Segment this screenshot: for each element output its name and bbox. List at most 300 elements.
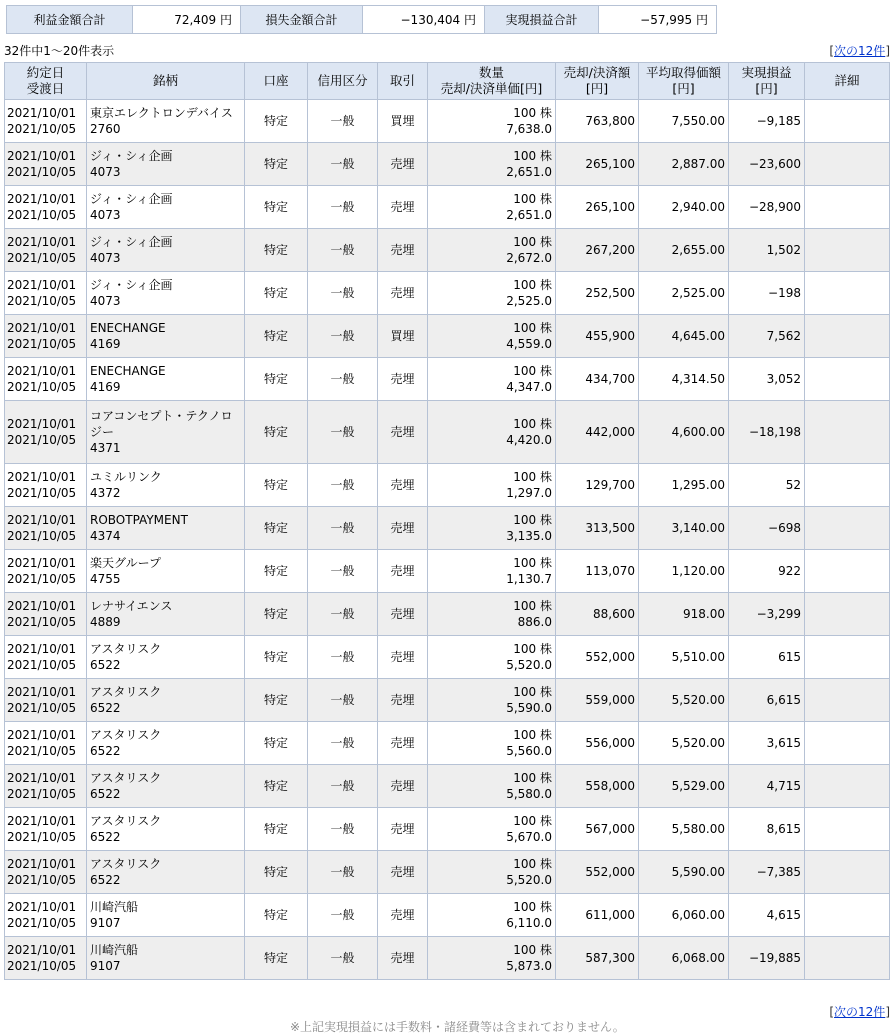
delivery-date: 2021/10/05 bbox=[7, 959, 77, 973]
contract-date: 2021/10/01 bbox=[7, 599, 77, 613]
delivery-date: 2021/10/05 bbox=[7, 658, 77, 672]
col-delivery-date: 受渡日 bbox=[26, 81, 65, 96]
qty-price-cell bbox=[428, 808, 556, 851]
date-cell bbox=[5, 315, 87, 358]
stock-name: 川崎汽船 bbox=[90, 943, 139, 957]
delivery-date: 2021/10/05 bbox=[7, 572, 77, 586]
quantity: 100 株 bbox=[513, 513, 552, 527]
col-name: 銘柄 bbox=[87, 63, 245, 100]
table-row bbox=[5, 722, 890, 765]
delivery-date: 2021/10/05 bbox=[7, 916, 77, 930]
stock-code: 6522 bbox=[90, 830, 121, 844]
realized-pl: −9,185 bbox=[729, 100, 805, 143]
qty-price-cell bbox=[428, 636, 556, 679]
table-row bbox=[5, 679, 890, 722]
delivery-date: 2021/10/05 bbox=[7, 873, 77, 887]
unit-price: 4,347.0 bbox=[506, 380, 552, 394]
table-row bbox=[5, 851, 890, 894]
stock-cell bbox=[87, 358, 245, 401]
credit-type: 一般 bbox=[308, 464, 378, 507]
stock-cell bbox=[87, 100, 245, 143]
date-cell bbox=[5, 100, 87, 143]
quantity: 100 株 bbox=[513, 556, 552, 570]
realized-total-label: 実現損益合計 bbox=[485, 6, 599, 34]
stock-code: 6522 bbox=[90, 701, 121, 715]
detail-cell bbox=[805, 358, 890, 401]
stock-name: ROBOTPAYMENT bbox=[90, 513, 188, 527]
stock-name: ジィ・シィ企画 bbox=[90, 278, 173, 292]
quantity: 100 株 bbox=[513, 728, 552, 742]
quantity: 100 株 bbox=[513, 642, 552, 656]
sale-amount: 88,600 bbox=[556, 593, 639, 636]
contract-date: 2021/10/01 bbox=[7, 470, 77, 484]
credit-type: 一般 bbox=[308, 894, 378, 937]
account-type: 特定 bbox=[245, 315, 308, 358]
profit-total-value: 72,409 円 bbox=[133, 6, 241, 34]
next-page-top: [次の12件] bbox=[829, 44, 890, 58]
account-type: 特定 bbox=[245, 186, 308, 229]
sale-amount: 113,070 bbox=[556, 550, 639, 593]
trade-type: 売埋 bbox=[378, 550, 428, 593]
quantity: 100 株 bbox=[513, 321, 552, 335]
qty-price-cell bbox=[428, 229, 556, 272]
avg-cost: 2,887.00 bbox=[639, 143, 729, 186]
result-count: 32件中1〜20件表示 bbox=[4, 44, 115, 58]
qty-price-cell bbox=[428, 593, 556, 636]
unit-price: 2,651.0 bbox=[506, 208, 552, 222]
detail-cell bbox=[805, 401, 890, 464]
account-type: 特定 bbox=[245, 937, 308, 980]
unit-price: 5,520.0 bbox=[506, 873, 552, 887]
quantity: 100 株 bbox=[513, 771, 552, 785]
trade-type: 売埋 bbox=[378, 593, 428, 636]
qty-price-cell bbox=[428, 851, 556, 894]
contract-date: 2021/10/01 bbox=[7, 857, 77, 871]
stock-code: 4073 bbox=[90, 208, 121, 222]
unit-price: 3,135.0 bbox=[506, 529, 552, 543]
qty-price-cell bbox=[428, 937, 556, 980]
delivery-date: 2021/10/05 bbox=[7, 615, 77, 629]
profit-total-label: 利益金額合計 bbox=[7, 6, 133, 34]
stock-cell bbox=[87, 765, 245, 808]
unit-price: 5,580.0 bbox=[506, 787, 552, 801]
account-type: 特定 bbox=[245, 894, 308, 937]
col-contract-date: 約定日 bbox=[26, 65, 65, 80]
detail-cell bbox=[805, 229, 890, 272]
stock-cell bbox=[87, 464, 245, 507]
realized-pl: −18,198 bbox=[729, 401, 805, 464]
stock-code: 4889 bbox=[90, 615, 121, 629]
header-row bbox=[5, 63, 890, 100]
quantity: 100 株 bbox=[513, 599, 552, 613]
contract-date: 2021/10/01 bbox=[7, 556, 77, 570]
stock-cell bbox=[87, 507, 245, 550]
sale-amount: 455,900 bbox=[556, 315, 639, 358]
stock-name: ジィ・シィ企画 bbox=[90, 235, 173, 249]
unit-price: 2,651.0 bbox=[506, 165, 552, 179]
trade-type: 売埋 bbox=[378, 765, 428, 808]
stock-name: ユミルリンク bbox=[90, 470, 162, 484]
date-cell bbox=[5, 894, 87, 937]
account-type: 特定 bbox=[245, 358, 308, 401]
table-row bbox=[5, 894, 890, 937]
delivery-date: 2021/10/05 bbox=[7, 208, 77, 222]
quantity: 100 株 bbox=[513, 106, 552, 120]
qty-price-cell bbox=[428, 143, 556, 186]
sale-amount: 434,700 bbox=[556, 358, 639, 401]
detail-cell bbox=[805, 315, 890, 358]
results-body bbox=[5, 100, 890, 980]
quantity: 100 株 bbox=[513, 470, 552, 484]
detail-cell bbox=[805, 507, 890, 550]
col-avg-label: 平均取得価額 bbox=[645, 65, 721, 80]
account-type: 特定 bbox=[245, 808, 308, 851]
stock-cell bbox=[87, 894, 245, 937]
realized-pl: −28,900 bbox=[729, 186, 805, 229]
avg-cost: 2,940.00 bbox=[639, 186, 729, 229]
table-row bbox=[5, 315, 890, 358]
realized-pl: 4,615 bbox=[729, 894, 805, 937]
avg-cost: 6,068.00 bbox=[639, 937, 729, 980]
stock-code: 4755 bbox=[90, 572, 121, 586]
col-pl-unit: [円] bbox=[755, 81, 778, 96]
table-row bbox=[5, 507, 890, 550]
contract-date: 2021/10/01 bbox=[7, 278, 77, 292]
stock-cell bbox=[87, 550, 245, 593]
realized-pl: 4,715 bbox=[729, 765, 805, 808]
realized-pl: 6,615 bbox=[729, 679, 805, 722]
stock-cell bbox=[87, 143, 245, 186]
date-cell bbox=[5, 464, 87, 507]
sale-amount: 556,000 bbox=[556, 722, 639, 765]
qty-price-cell bbox=[428, 272, 556, 315]
trade-type: 売埋 bbox=[378, 808, 428, 851]
col-qty-price bbox=[428, 63, 556, 100]
stock-code: 6522 bbox=[90, 873, 121, 887]
stock-cell bbox=[87, 937, 245, 980]
credit-type: 一般 bbox=[308, 593, 378, 636]
trade-type: 売埋 bbox=[378, 464, 428, 507]
avg-cost: 2,525.00 bbox=[639, 272, 729, 315]
trade-type: 買埋 bbox=[378, 315, 428, 358]
qty-price-cell bbox=[428, 550, 556, 593]
col-credit: 信用区分 bbox=[308, 63, 378, 100]
trade-type: 売埋 bbox=[378, 636, 428, 679]
sale-amount: 313,500 bbox=[556, 507, 639, 550]
quantity: 100 株 bbox=[513, 814, 552, 828]
quantity: 100 株 bbox=[513, 943, 552, 957]
trade-type: 売埋 bbox=[378, 186, 428, 229]
stock-code: 6522 bbox=[90, 658, 121, 672]
stock-cell bbox=[87, 851, 245, 894]
loss-total-label: 損失金額合計 bbox=[241, 6, 363, 34]
unit-price: 5,670.0 bbox=[506, 830, 552, 844]
stock-name: アスタリスク bbox=[90, 642, 162, 656]
unit-price: 4,420.0 bbox=[506, 433, 552, 447]
account-type: 特定 bbox=[245, 100, 308, 143]
quantity: 100 株 bbox=[513, 417, 552, 431]
loss-total-value: −130,404 円 bbox=[363, 6, 485, 34]
stock-code: 6522 bbox=[90, 787, 121, 801]
account-type: 特定 bbox=[245, 851, 308, 894]
detail-cell bbox=[805, 100, 890, 143]
credit-type: 一般 bbox=[308, 186, 378, 229]
date-cell bbox=[5, 593, 87, 636]
delivery-date: 2021/10/05 bbox=[7, 380, 77, 394]
account-type: 特定 bbox=[245, 143, 308, 186]
credit-type: 一般 bbox=[308, 401, 378, 464]
credit-type: 一般 bbox=[308, 808, 378, 851]
realized-pl: 7,562 bbox=[729, 315, 805, 358]
realized-pl: 52 bbox=[729, 464, 805, 507]
contract-date: 2021/10/01 bbox=[7, 771, 77, 785]
account-type: 特定 bbox=[245, 636, 308, 679]
next-page-link-bottom[interactable]: 次の12件 bbox=[834, 1005, 886, 1019]
qty-price-cell bbox=[428, 100, 556, 143]
delivery-date: 2021/10/05 bbox=[7, 433, 77, 447]
stock-name: アスタリスク bbox=[90, 857, 162, 871]
unit-price: 2,525.0 bbox=[506, 294, 552, 308]
stock-code: 9107 bbox=[90, 959, 121, 973]
realized-pl: −23,600 bbox=[729, 143, 805, 186]
account-type: 特定 bbox=[245, 507, 308, 550]
credit-type: 一般 bbox=[308, 229, 378, 272]
trade-type: 売埋 bbox=[378, 229, 428, 272]
contract-date: 2021/10/01 bbox=[7, 192, 77, 206]
stock-cell bbox=[87, 722, 245, 765]
date-cell bbox=[5, 401, 87, 464]
date-cell bbox=[5, 272, 87, 315]
realized-total-value: −57,995 円 bbox=[599, 6, 717, 34]
qty-price-cell bbox=[428, 765, 556, 808]
stock-cell bbox=[87, 679, 245, 722]
contract-date: 2021/10/01 bbox=[7, 417, 77, 431]
detail-cell bbox=[805, 593, 890, 636]
stock-name: 東京エレクトロンデバイス bbox=[90, 106, 233, 120]
realized-pl: 8,615 bbox=[729, 808, 805, 851]
quantity: 100 株 bbox=[513, 192, 552, 206]
delivery-date: 2021/10/05 bbox=[7, 337, 77, 351]
detail-cell bbox=[805, 272, 890, 315]
stock-name: アスタリスク bbox=[90, 771, 162, 785]
qty-price-cell bbox=[428, 722, 556, 765]
avg-cost: 7,550.00 bbox=[639, 100, 729, 143]
stock-code: 4372 bbox=[90, 486, 121, 500]
detail-cell bbox=[805, 143, 890, 186]
detail-cell bbox=[805, 679, 890, 722]
stock-cell bbox=[87, 401, 245, 464]
table-row bbox=[5, 143, 890, 186]
sale-amount: 611,000 bbox=[556, 894, 639, 937]
trade-type: 売埋 bbox=[378, 401, 428, 464]
quantity: 100 株 bbox=[513, 900, 552, 914]
realized-pl: −698 bbox=[729, 507, 805, 550]
credit-type: 一般 bbox=[308, 722, 378, 765]
detail-cell bbox=[805, 937, 890, 980]
detail-cell bbox=[805, 894, 890, 937]
realized-pl: −198 bbox=[729, 272, 805, 315]
avg-cost: 5,529.00 bbox=[639, 765, 729, 808]
stock-name: ジィ・シィ企画 bbox=[90, 149, 173, 163]
next-page-bottom: [次の12件] bbox=[829, 1005, 890, 1019]
date-cell bbox=[5, 851, 87, 894]
delivery-date: 2021/10/05 bbox=[7, 744, 77, 758]
avg-cost: 5,590.00 bbox=[639, 851, 729, 894]
stock-name: コアコンセプト・テクノロジー bbox=[90, 409, 233, 439]
delivery-date: 2021/10/05 bbox=[7, 787, 77, 801]
table-row bbox=[5, 186, 890, 229]
stock-code: 4371 bbox=[90, 441, 121, 455]
col-sale-label: 売却/決済額 bbox=[563, 65, 631, 80]
trade-type: 売埋 bbox=[378, 679, 428, 722]
avg-cost: 4,600.00 bbox=[639, 401, 729, 464]
detail-cell bbox=[805, 808, 890, 851]
realized-pl: −3,299 bbox=[729, 593, 805, 636]
trade-type: 売埋 bbox=[378, 507, 428, 550]
credit-type: 一般 bbox=[308, 143, 378, 186]
date-cell bbox=[5, 765, 87, 808]
table-row bbox=[5, 765, 890, 808]
trade-type: 買埋 bbox=[378, 100, 428, 143]
delivery-date: 2021/10/05 bbox=[7, 830, 77, 844]
table-row bbox=[5, 358, 890, 401]
unit-price: 5,520.0 bbox=[506, 658, 552, 672]
footer-note: ※上記実現損益には手数料・諸経費等は含まれておりません。 bbox=[290, 1020, 625, 1034]
table-row bbox=[5, 464, 890, 507]
col-sale-unit: [円] bbox=[585, 81, 609, 96]
credit-type: 一般 bbox=[308, 851, 378, 894]
sale-amount: 552,000 bbox=[556, 851, 639, 894]
stock-name: ENECHANGE bbox=[90, 321, 166, 335]
date-cell bbox=[5, 722, 87, 765]
detail-cell bbox=[805, 765, 890, 808]
stock-cell bbox=[87, 186, 245, 229]
table-row bbox=[5, 229, 890, 272]
sale-amount: 265,100 bbox=[556, 143, 639, 186]
avg-cost: 1,295.00 bbox=[639, 464, 729, 507]
date-cell bbox=[5, 679, 87, 722]
sale-amount: 442,000 bbox=[556, 401, 639, 464]
qty-price-cell bbox=[428, 358, 556, 401]
avg-cost: 2,655.00 bbox=[639, 229, 729, 272]
sale-amount: 552,000 bbox=[556, 636, 639, 679]
credit-type: 一般 bbox=[308, 272, 378, 315]
credit-type: 一般 bbox=[308, 636, 378, 679]
col-avg bbox=[639, 63, 729, 100]
trade-type: 売埋 bbox=[378, 143, 428, 186]
credit-type: 一般 bbox=[308, 315, 378, 358]
table-row bbox=[5, 593, 890, 636]
qty-price-cell bbox=[428, 894, 556, 937]
results-table bbox=[4, 62, 890, 980]
detail-cell bbox=[805, 851, 890, 894]
col-sale bbox=[556, 63, 639, 100]
table-row bbox=[5, 100, 890, 143]
contract-date: 2021/10/01 bbox=[7, 685, 77, 699]
trade-type: 売埋 bbox=[378, 937, 428, 980]
unit-price: 5,873.0 bbox=[506, 959, 552, 973]
realized-pl: 615 bbox=[729, 636, 805, 679]
qty-price-cell bbox=[428, 679, 556, 722]
contract-date: 2021/10/01 bbox=[7, 900, 77, 914]
avg-cost: 4,645.00 bbox=[639, 315, 729, 358]
quantity: 100 株 bbox=[513, 685, 552, 699]
col-detail: 詳細 bbox=[805, 63, 890, 100]
account-type: 特定 bbox=[245, 401, 308, 464]
date-cell bbox=[5, 229, 87, 272]
unit-price: 4,559.0 bbox=[506, 337, 552, 351]
delivery-date: 2021/10/05 bbox=[7, 122, 77, 136]
account-type: 特定 bbox=[245, 550, 308, 593]
account-type: 特定 bbox=[245, 464, 308, 507]
delivery-date: 2021/10/05 bbox=[7, 251, 77, 265]
date-cell bbox=[5, 358, 87, 401]
avg-cost: 5,520.00 bbox=[639, 679, 729, 722]
date-cell bbox=[5, 186, 87, 229]
detail-cell bbox=[805, 186, 890, 229]
detail-cell bbox=[805, 636, 890, 679]
date-cell bbox=[5, 143, 87, 186]
sale-amount: 763,800 bbox=[556, 100, 639, 143]
table-row bbox=[5, 550, 890, 593]
table-row bbox=[5, 808, 890, 851]
stock-code: 6522 bbox=[90, 744, 121, 758]
col-trade: 取引 bbox=[378, 63, 428, 100]
account-type: 特定 bbox=[245, 229, 308, 272]
contract-date: 2021/10/01 bbox=[7, 814, 77, 828]
trade-type: 売埋 bbox=[378, 722, 428, 765]
contract-date: 2021/10/01 bbox=[7, 943, 77, 957]
contract-date: 2021/10/01 bbox=[7, 106, 77, 120]
quantity: 100 株 bbox=[513, 857, 552, 871]
avg-cost: 6,060.00 bbox=[639, 894, 729, 937]
sale-amount: 559,000 bbox=[556, 679, 639, 722]
stock-name: ジィ・シィ企画 bbox=[90, 192, 173, 206]
quantity: 100 株 bbox=[513, 235, 552, 249]
sale-amount: 265,100 bbox=[556, 186, 639, 229]
stock-name: アスタリスク bbox=[90, 728, 162, 742]
sale-amount: 558,000 bbox=[556, 765, 639, 808]
date-cell bbox=[5, 636, 87, 679]
credit-type: 一般 bbox=[308, 550, 378, 593]
sale-amount: 129,700 bbox=[556, 464, 639, 507]
next-page-link-top[interactable]: 次の12件 bbox=[834, 44, 886, 58]
stock-name: アスタリスク bbox=[90, 814, 162, 828]
col-qty: 数量 bbox=[478, 65, 504, 80]
trade-type: 売埋 bbox=[378, 851, 428, 894]
contract-date: 2021/10/01 bbox=[7, 321, 77, 335]
unit-price: 6,110.0 bbox=[506, 916, 552, 930]
quantity: 100 株 bbox=[513, 278, 552, 292]
qty-price-cell bbox=[428, 464, 556, 507]
table-row bbox=[5, 937, 890, 980]
stock-code: 2760 bbox=[90, 122, 121, 136]
col-price: 売却/決済単価[円] bbox=[440, 81, 543, 96]
quantity: 100 株 bbox=[513, 149, 552, 163]
unit-price: 1,297.0 bbox=[506, 486, 552, 500]
stock-cell bbox=[87, 229, 245, 272]
quantity: 100 株 bbox=[513, 364, 552, 378]
credit-type: 一般 bbox=[308, 679, 378, 722]
col-pl bbox=[729, 63, 805, 100]
stock-code: 4169 bbox=[90, 380, 121, 394]
unit-price: 5,560.0 bbox=[506, 744, 552, 758]
stock-name: アスタリスク bbox=[90, 685, 162, 699]
summary-row bbox=[7, 6, 717, 34]
stock-code: 4073 bbox=[90, 165, 121, 179]
delivery-date: 2021/10/05 bbox=[7, 701, 77, 715]
qty-price-cell bbox=[428, 186, 556, 229]
